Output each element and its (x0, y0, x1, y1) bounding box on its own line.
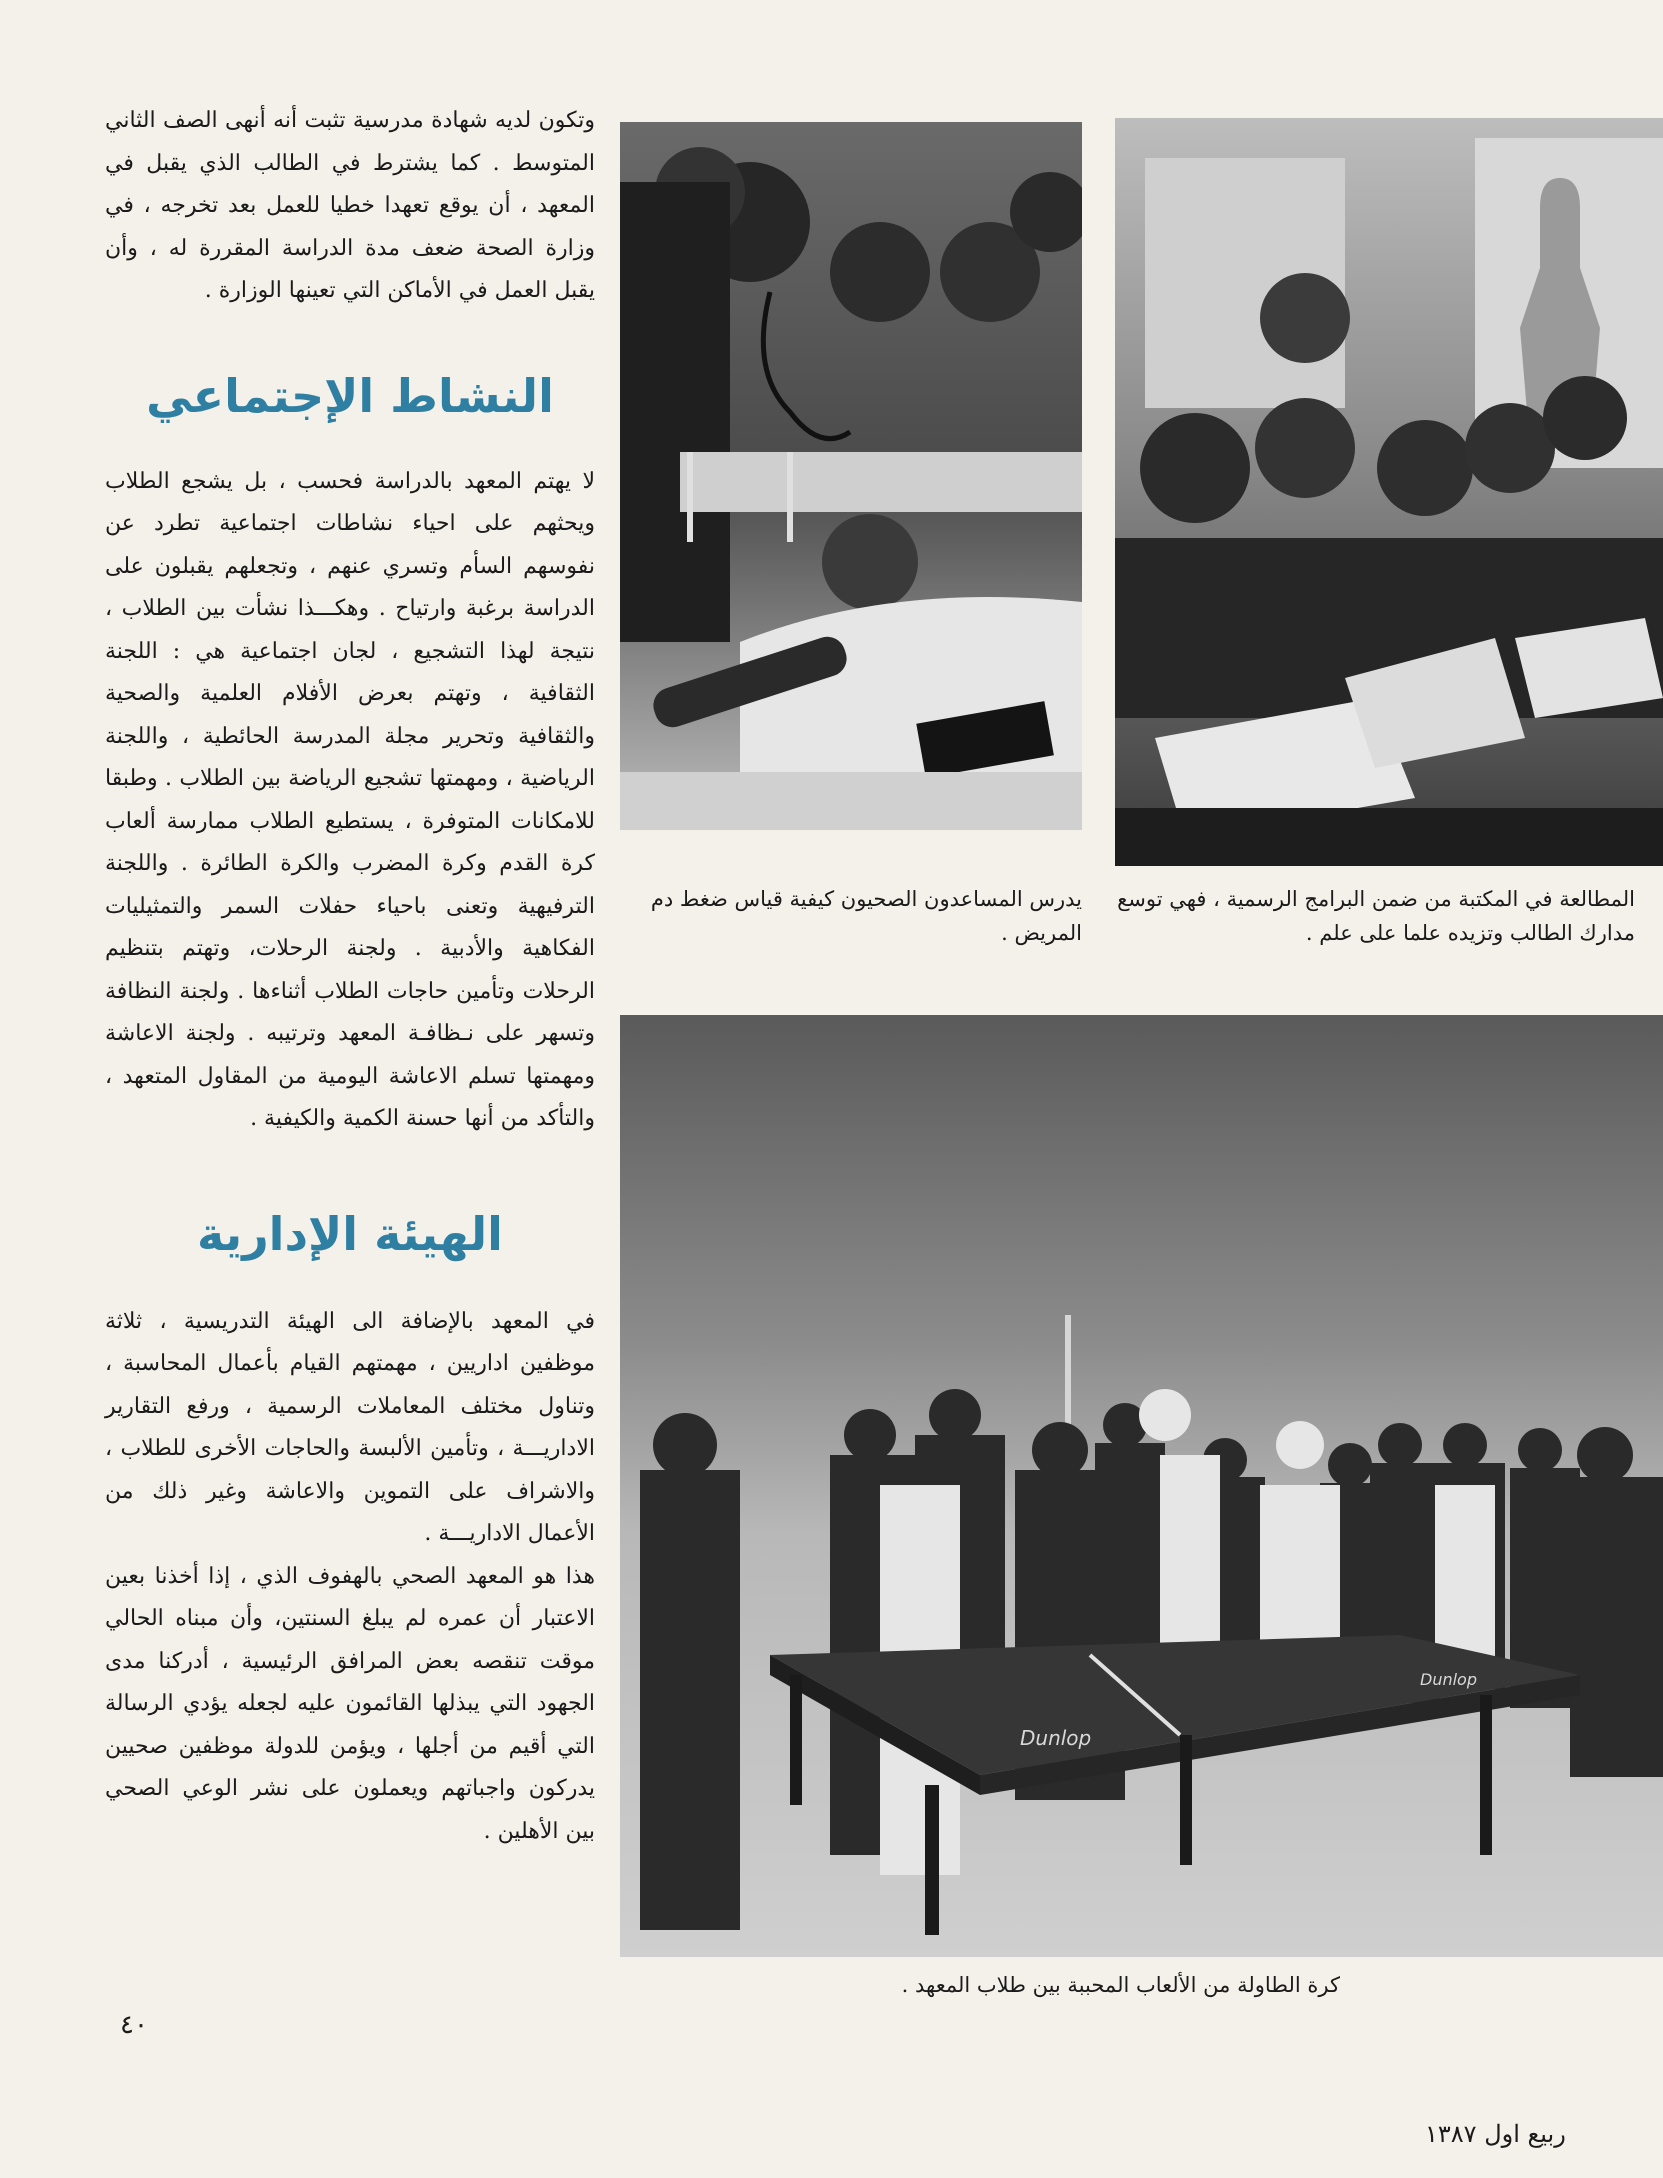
section-title-administration: الهيئة الإدارية (197, 1206, 503, 1261)
table-tennis-photo-illustration (620, 1015, 1663, 1957)
caption-blood-pressure-photo: يدرس المساعدون الصحيون كيفية قياس ضغط دم المريض . (650, 887, 1082, 945)
photo-library-reading (1115, 118, 1663, 866)
patient-photo-illustration (620, 122, 1082, 830)
caption-table-tennis-photo: كرة الطاولة من الألعاب المحببة بين طلاب المعهد . (901, 1973, 1340, 1997)
library-photo-illustration (1115, 118, 1663, 866)
article-text-column (105, 100, 595, 1853)
table-brand-label: Dunlop (1020, 1726, 1092, 1750)
administration-paragraph: في المعهد بالإضافة الى الهيئة التدريسية ، ثلاثة موظفين اداريين ، مهمتهم القيام بأعمال المحاسبة ، وتناول مختلف المعاملات الرسمية ، ورفع التقارير الاداريـــة ، وتأمين الألبسة والحاجات الأخرى للطلاب ، والاشراف على التموين والاعاشة وغير ذلك من الأعمال الاداريـــة . (105, 1308, 595, 1546)
photo-blood-pressure-lesson (620, 122, 1082, 830)
social-activity-paragraph: لا يهتم المعهد بالدراسة فحسب ، بل يشجع الطلاب ويحثهم على احياء نشاطات اجتماعية تطرد عن نفوسهم السأم وتسري عنهم ، وتجعلهم يقبلون على الدراسة برغبة وارتياح . وهكـــذا نشأت بين الطلاب ، نتيجة لهذا التشجيع ، لجان اجتماعية هي : اللجنة الثقافية ، وتهتم بعرض الأفلام العلمية والصحية والثقافية وتحرير مجلة المدرسة الحائطية ، واللجنة الرياضية ، ومهمتها تشجيع الرياضة بين الطلاب . وطبقا للامكانات المتوفرة ، يستطيع الطلاب ممارسة ألعاب كرة القدم وكرة المضرب والكرة الطائرة . واللجنة الترفيهية وتعنى باحياء حفلات السمر والتمثيليات الفكاهية والأدبية . ولجنة الرحلات، وتهتم بتنظيم الرحلات وتأمين حاجات الطلاب أثناءها . ولجنة النظافة وتسهر على نـظافـة المعهد وترتيبه . ولجنة الاعاشة ومهمتها تسلم الاعاشة اليومية من المقاول المتعهد ، والتأكد من أنها حسنة الكمية والكيفية . (105, 468, 595, 1131)
intro-paragraph: وتكون لديه شهادة مدرسية تثبت أنه أنهى الصف الثاني المتوسط . كما يشترط في الطالب الذي يقبل في المعهد ، أن يوقع تعهدا خطيا للعمل بعد تخرجه ، في وزارة الصحة ضعف مدة الدراسة المقررة له ، وأن يقبل العمل في الأماكن التي تعينها الوزارة . (105, 108, 595, 303)
page-number: ٤٠ (120, 2010, 148, 2040)
issue-date: ربيع اول ١٣٨٧ (1425, 2120, 1566, 2148)
table-brand-label-far: Dunlop (1420, 1670, 1477, 1689)
closing-paragraph: هذا هو المعهد الصحي بالهفوف الذي ، إذا أخذنا بعين الاعتبار أن عمره لم يبلغ السنتين، وأن مبناه الحالي موقت تنقصه بعض المرافق الرئيسية ، أدركنا مدى الجهود التي يبذلها القائمون عليه لجعله يؤدي الرسالة التي أقيم من أجلها ، ويؤمن للدولة موظفين صحيين يدركون واجباتهم ويعملون على نشر الوعي الصحي بين الأهلين . (105, 1563, 595, 1844)
section-title-social-activity: النشاط الإجتماعي (146, 368, 554, 423)
caption-library-photo: المطالعة في المكتبة من ضمن البرامج الرسمية ، فهي توسع مدارك الطالب وتزيده علما على علم . (1117, 887, 1635, 945)
photo-table-tennis-game (620, 1015, 1663, 1957)
